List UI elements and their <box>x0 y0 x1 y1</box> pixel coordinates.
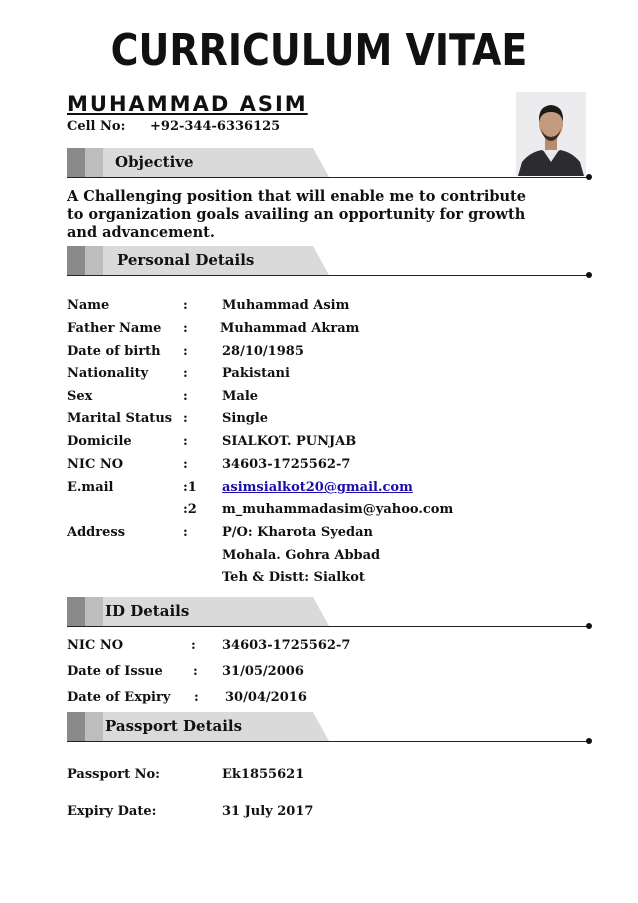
objective-section-header <box>67 148 329 177</box>
personal-value: Muhammad Akram <box>220 321 360 336</box>
personal-sep: : <box>183 525 188 540</box>
personal-value: SIALKOT. PUNJAB <box>222 434 357 449</box>
personal-label: Domicile <box>67 434 132 449</box>
id-label: Date of Expiry <box>67 690 171 705</box>
personal-label: Sex <box>67 389 93 404</box>
personal-value: Teh & Distt: Sialkot <box>222 570 365 585</box>
passport-section-header <box>67 712 329 741</box>
passport-label: Expiry Date: <box>67 804 157 819</box>
personal-sep: :1 <box>183 480 197 495</box>
divider-dot-icon <box>586 174 592 180</box>
id-value: 31/05/2006 <box>222 664 304 679</box>
personal-value: P/O: Kharota Syedan <box>222 525 373 540</box>
divider-dot-icon <box>586 738 592 744</box>
id-label: NIC NO <box>67 638 124 653</box>
email-link[interactable]: asimsialkot20@gmail.com <box>222 480 413 495</box>
candidate-name: MUHAMMAD ASIM <box>67 92 308 116</box>
personal-value: m_muhammadasim@yahoo.com <box>222 502 454 517</box>
cell-value: +92-344-6336125 <box>150 119 281 134</box>
personal-label: E.mail <box>67 480 114 495</box>
passport-heading: Passport Details <box>105 717 243 735</box>
cv-title: CURRICULUM VITAE <box>110 24 528 76</box>
personal-sep: : <box>183 411 188 426</box>
passport-divider <box>67 741 589 742</box>
personal-sep: : <box>183 434 188 449</box>
personal-sep: : <box>183 366 188 381</box>
personal-value: Muhammad Asim <box>222 298 350 313</box>
passport-label: Passport No: <box>67 767 160 782</box>
id-sep: : <box>194 690 199 705</box>
personal-heading: Personal Details <box>117 251 255 269</box>
personal-sep: : <box>183 457 188 472</box>
personal-value: Male <box>222 389 259 404</box>
personal-sep: : <box>183 298 188 313</box>
personal-label: NIC NO <box>67 457 124 472</box>
passport-value: 31 July 2017 <box>222 804 314 819</box>
personal-value: Mohala. Gohra Abbad <box>222 548 381 563</box>
personal-section-header <box>67 246 329 275</box>
person-photo-icon <box>516 92 586 176</box>
objective-text: A Challenging position that will enable me to contribute to organization goals availing an opportunity for growth and advancement. <box>67 188 526 241</box>
personal-sep: : <box>183 321 188 336</box>
personal-value: 34603-1725562-7 <box>222 457 351 472</box>
id-divider <box>67 626 589 627</box>
objective-divider <box>67 177 589 178</box>
personal-value: 28/10/1985 <box>222 344 304 359</box>
personal-label: Address <box>67 525 126 540</box>
personal-label: Marital Status <box>67 411 173 426</box>
personal-label: Date of birth <box>67 344 161 359</box>
personal-label: Father Name <box>67 321 162 336</box>
personal-sep: : <box>183 344 188 359</box>
personal-label: Name <box>67 298 110 313</box>
id-sep: : <box>191 638 196 653</box>
id-heading: ID Details <box>105 602 190 620</box>
personal-value: Pakistani <box>222 366 290 381</box>
id-sep: : <box>193 664 198 679</box>
personal-label: Nationality <box>67 366 149 381</box>
id-label: Date of Issue <box>67 664 163 679</box>
objective-heading: Objective <box>115 153 194 171</box>
profile-photo <box>516 92 586 176</box>
personal-sep: : <box>183 389 188 404</box>
id-section-header <box>67 597 329 626</box>
id-value: 34603-1725562-7 <box>222 638 351 653</box>
personal-divider <box>67 275 589 276</box>
personal-sep: :2 <box>183 502 197 517</box>
personal-value: Single <box>222 411 269 426</box>
cell-label: Cell No: <box>67 119 126 134</box>
id-value: 30/04/2016 <box>225 690 307 705</box>
passport-value: Ek1855621 <box>222 767 305 782</box>
divider-dot-icon <box>586 272 592 278</box>
divider-dot-icon <box>586 623 592 629</box>
